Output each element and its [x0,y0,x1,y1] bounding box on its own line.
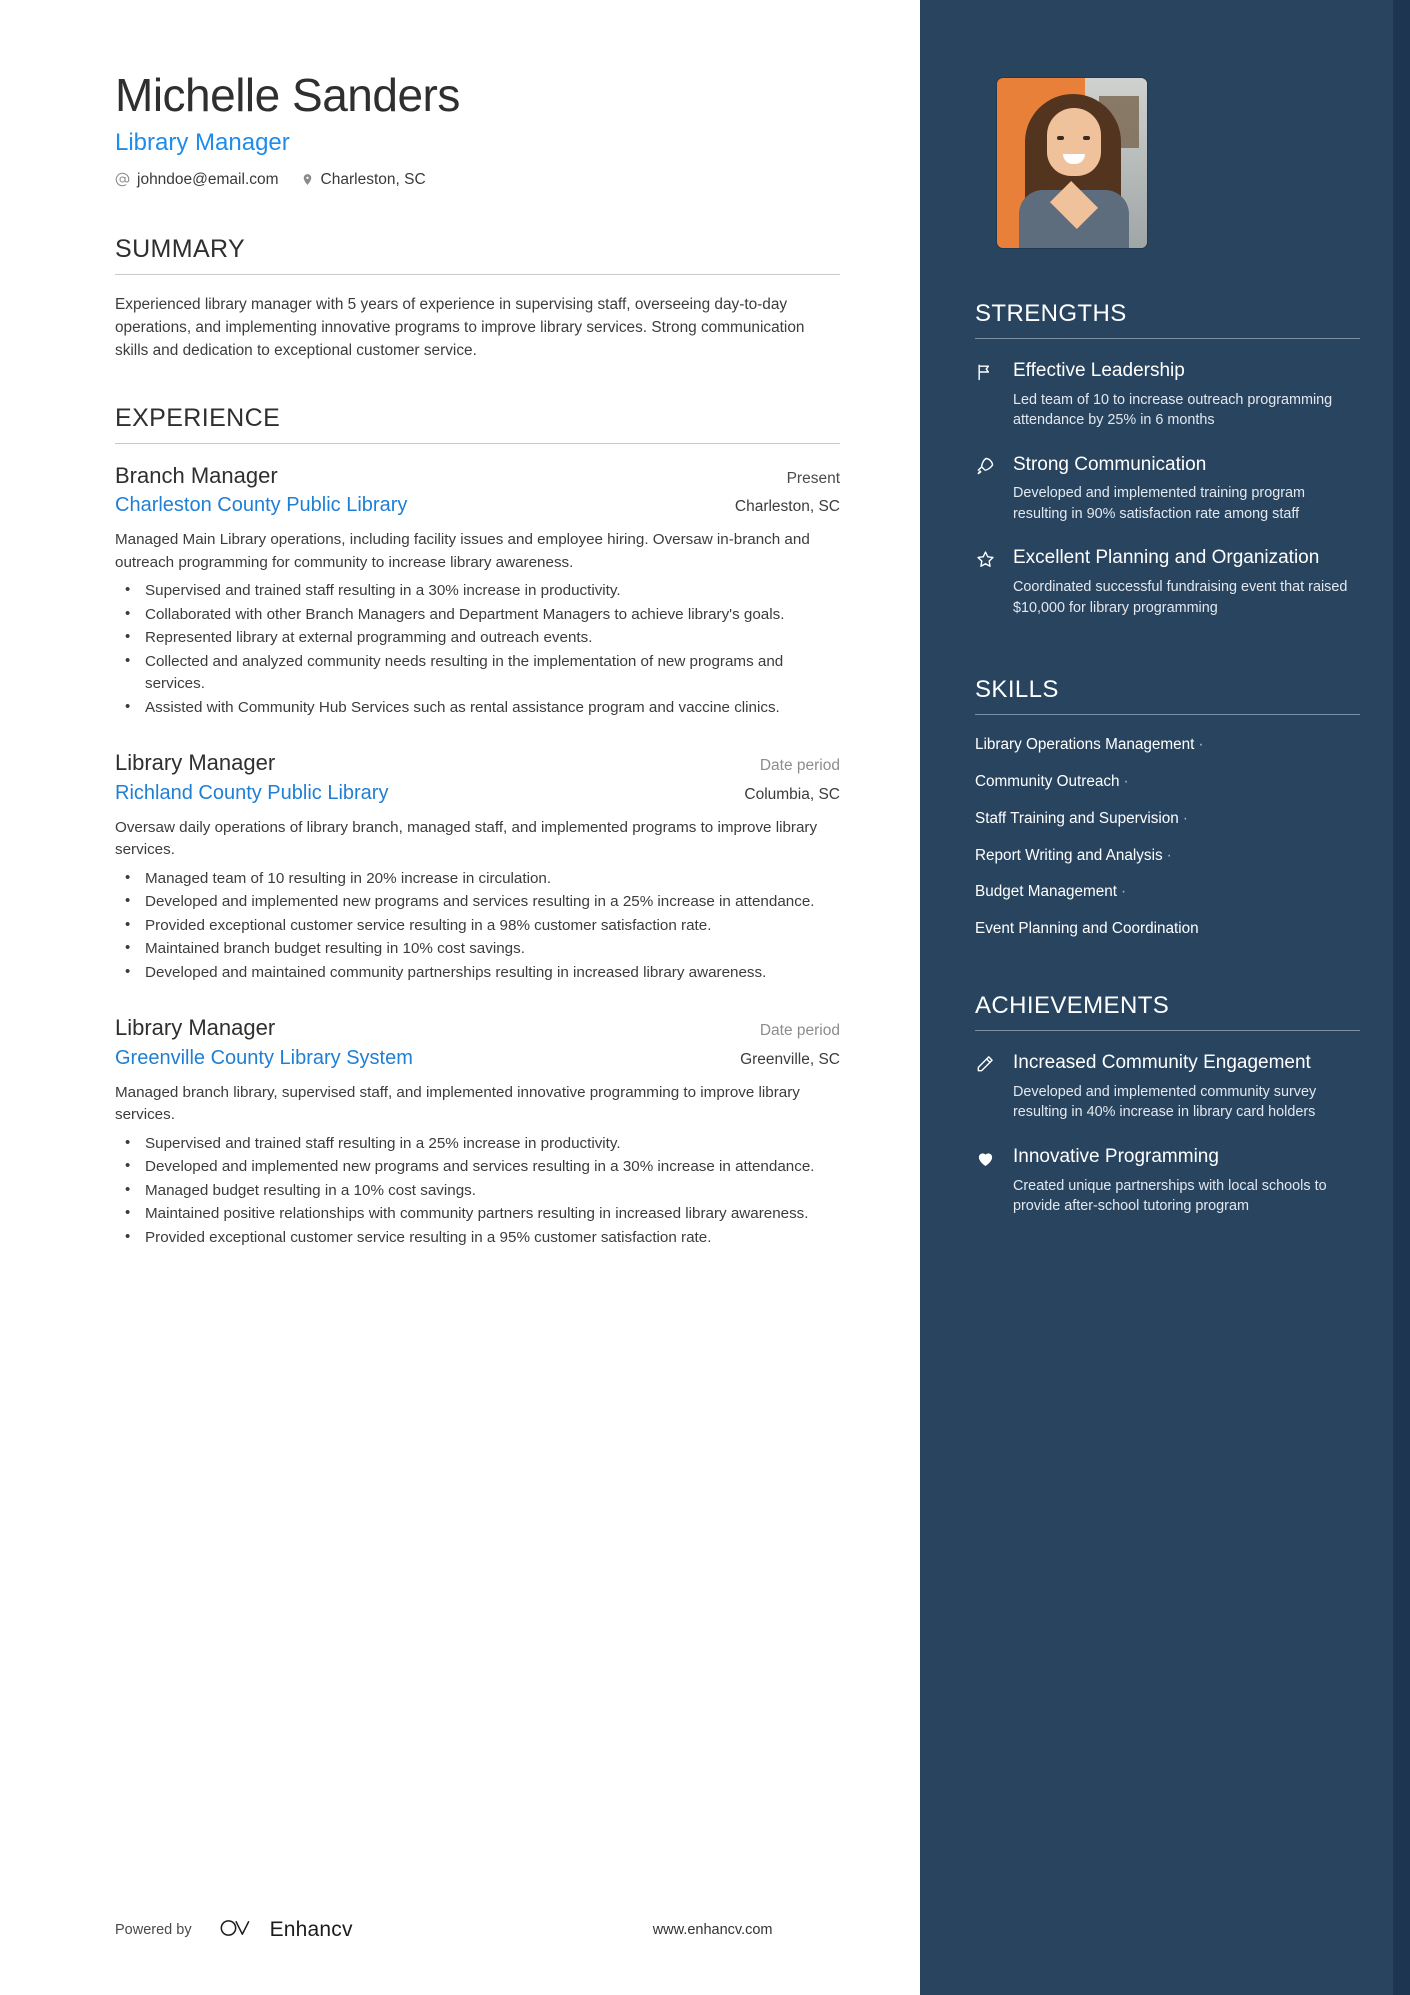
heart-icon [975,1145,999,1217]
footer [0,1865,920,1995]
skill-separator-icon: · [1182,809,1188,827]
avatar-wrapper [975,78,1360,248]
divider [115,443,840,444]
experience-bullets [115,1133,840,1250]
section-heading-experience: EXPERIENCE [115,403,281,432]
experience-location: Greenville, SC [740,1050,840,1068]
website-url[interactable]: www.enhancv.com [652,1922,773,1938]
avatar-eye-right [1083,136,1090,140]
strength-title: Strong Communication [1013,453,1207,475]
list-item: • Supervised and trained staff resulting in a 25% increase in productivity. [117,1133,840,1156]
list-item: • Developed and maintained community partnerships resulting in increased library awareness. [117,962,840,985]
experience-location: Charleston, SC [734,498,840,516]
divider [975,1030,1360,1031]
strength-description: Developed and implemented training program resulting in 90% satisfaction rate among staff [1013,485,1305,522]
section-heading-achievements: ACHIEVEMENTS [975,992,1170,1020]
skill-item [975,809,1360,829]
contact-location-text: Charleston, SC [320,170,426,188]
strength-item [975,546,1360,618]
summary-text: Experienced library manager with 5 years of experience in supervising staff, overseeing day-to-day operations, and implementing innovative programs to improve library services. Strong communication skills and dedication to exceptional customer service. [115,295,805,359]
list-item: • Provided exceptional customer service resulting in a 98% customer satisfaction rate. [117,915,840,938]
location-pin-icon [301,172,314,187]
page-title: Michelle Sanders [115,69,460,121]
experience-bullets [115,868,840,985]
strength-item [975,359,1360,431]
section-heading-strengths: STRENGTHS [975,300,1127,327]
spacer [975,956,1360,992]
contact-row [115,171,840,189]
strength-item [975,453,1360,525]
achievement-item [975,1145,1360,1217]
skills-list [975,735,1360,939]
skill-label: Staff Training and Supervision [975,809,1179,827]
at-icon [115,172,130,187]
sidebar [920,0,1410,1995]
skill-label: Event Planning and Coordination [975,920,1199,938]
star-icon [975,546,999,618]
experience-company[interactable]: Greenville County Library System [115,1046,413,1069]
divider [975,338,1360,339]
contact-email-text: johndoe@email.com [137,170,279,188]
strength-title: Excellent Planning and Organization [1013,547,1320,569]
experience-entry [115,1014,840,1249]
achievement-title: Increased Community Engagement [1013,1052,1311,1074]
contact-location [301,171,426,189]
list-item: • Maintained positive relationships with community partners resulting in increased library awareness. [117,1203,840,1226]
skill-item [975,735,1360,755]
divider [115,274,840,275]
skill-separator-icon: · [1166,846,1172,864]
experience-description: Managed branch library, supervised staff, and implemented innovative programming to improve library services. [115,1083,800,1124]
achievement-description: Developed and implemented community survey resulting in 40% increase in library card holders [1013,1083,1317,1121]
brand [218,1917,353,1944]
experience-company[interactable]: Charleston County Public Library [115,494,408,517]
experience-date: Date period [759,757,840,775]
achievement-description: Created unique partnerships with local schools to provide after-school tutoring program [1013,1177,1327,1215]
achievement-title: Innovative Programming [1013,1145,1219,1167]
flag-icon [975,359,999,431]
experience-entry [115,749,840,984]
experience-description: Managed Main Library operations, including facility issues and employee hiring. Oversaw in-branch and outreach programming for community to increase library awareness. [115,531,810,571]
contact-email[interactable] [115,171,279,189]
skill-label: Report Writing and Analysis [975,846,1163,864]
skill-separator-icon: · [1198,735,1204,753]
avatar [997,78,1147,248]
list-item: • Developed and implemented new programs and services resulting in a 25% increase in attendance. [117,891,840,914]
section-heading-skills: SKILLS [975,675,1059,703]
avatar-eye-left [1057,136,1064,140]
divider [975,714,1360,715]
experience-role: Library Manager [115,750,276,776]
avatar-face [1047,108,1101,176]
skill-item [975,772,1360,792]
sidebar-edge-stripe [1393,0,1410,1995]
list-item: • Collaborated with other Branch Managers and Department Managers to achieve library's goals. [117,604,840,627]
experience-bullets [115,580,840,719]
experience-entry [115,462,840,720]
experience-role: Library Manager [115,1015,276,1041]
strength-description: Coordinated successful fundraising event that raised $10,000 for library programming [1013,579,1348,616]
skill-item [975,919,1360,939]
strength-description: Led team of 10 to increase outreach programming attendance by 25% in 6 months [1013,391,1333,429]
skill-separator-icon: · [1123,772,1129,790]
skill-label: Community Outreach [975,772,1120,790]
achievement-item [975,1051,1360,1123]
experience-date: Present [786,469,840,487]
list-item: • Maintained branch budget resulting in 10% cost savings. [117,938,840,961]
skill-separator-icon: · [1121,883,1127,901]
brand-name: Enhancv [269,1918,353,1941]
list-item: • Provided exceptional customer service resulting in a 95% customer satisfaction rate. [117,1227,840,1250]
skill-item [975,846,1360,866]
rocket-icon [975,453,999,525]
experience-description: Oversaw daily operations of library branch, managed staff, and implemented programs to improve library services. [115,818,818,859]
powered-by-label: Powered by [115,1922,192,1938]
list-item: • Managed budget resulting in a 10% cost savings. [117,1180,840,1203]
list-item: • Developed and implemented new programs and services resulting in a 30% increase in attendance. [117,1156,840,1179]
list-item: • Supervised and trained staff resulting in a 30% increase in productivity. [117,580,840,603]
skill-label: Budget Management [975,883,1118,901]
experience-company[interactable]: Richland County Public Library [115,781,389,804]
experience-location: Columbia, SC [744,785,840,803]
experience-date: Date period [759,1022,840,1040]
job-title: Library Manager [115,128,290,156]
skill-item [975,882,1360,902]
list-item: • Assisted with Community Hub Services such as rental assistance program and vaccine clinics. [117,697,840,720]
spacer [975,640,1360,676]
pencil-icon [975,1051,999,1123]
skill-label: Library Operations Management [975,735,1195,753]
enhancv-logo-icon [218,1917,260,1944]
list-item: • Represented library at external programming and outreach events. [117,627,840,650]
list-item: • Collected and analyzed community needs resulting in the implementation of new programs and services. [117,651,840,696]
experience-role: Branch Manager [115,462,278,488]
section-heading-summary: SUMMARY [115,234,246,263]
list-item: • Managed team of 10 resulting in 20% increase in circulation. [117,868,840,891]
strength-title: Effective Leadership [1013,360,1185,381]
